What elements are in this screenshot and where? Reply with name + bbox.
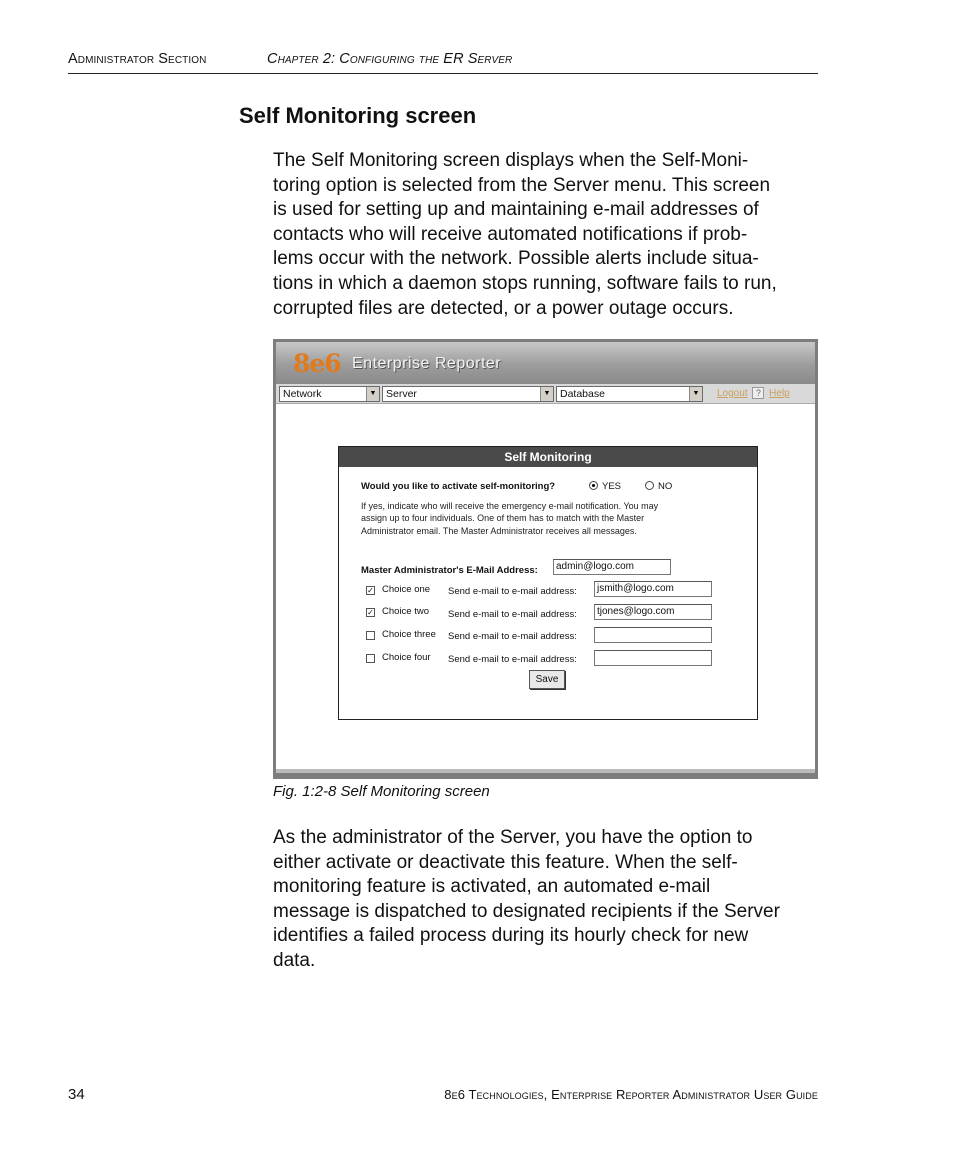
database-dropdown-value: Database: [560, 388, 605, 400]
send-email-label: Send e-mail to e-mail address:: [448, 654, 577, 665]
send-email-label: Send e-mail to e-mail address:: [448, 631, 577, 642]
choice-two-label: Choice two: [382, 606, 429, 617]
master-email-label: Master Administrator's E-Mail Address:: [361, 565, 538, 576]
running-footer: 8e6 Technologies, Enterprise Reporter Administrator User Guide: [444, 1087, 818, 1102]
help-line: If yes, indicate who will receive the emergency e-mail notification. You may: [361, 501, 659, 511]
choice-three-email-input[interactable]: [594, 627, 712, 643]
help-link[interactable]: Help: [769, 388, 790, 399]
text-line: either activate or deactivate this feature. When the self-: [273, 851, 738, 873]
body-paragraph: [273, 826, 821, 974]
text-line: message is dispatched to designated recipients if the Server: [273, 900, 780, 922]
app-name: Enterprise Reporter: [352, 355, 502, 372]
database-dropdown[interactable]: [556, 386, 703, 402]
menu-bar: [276, 384, 815, 404]
header-chapter: Chapter 2: Configuring the ER Server: [267, 51, 513, 67]
choice-one-checkbox[interactable]: ✓: [367, 586, 374, 595]
header-links: [717, 387, 790, 399]
text-line: identifies a failed process during its hourly check for new: [273, 925, 749, 947]
save-button[interactable]: Save: [529, 670, 565, 689]
help-text: [361, 500, 721, 537]
page-number: 34: [68, 1086, 85, 1103]
text-line: contacts who will receive automated notifications if prob-: [273, 223, 748, 245]
network-dropdown[interactable]: [279, 386, 380, 402]
send-email-label: Send e-mail to e-mail address:: [448, 609, 577, 620]
section-title: Self Monitoring screen: [239, 103, 477, 128]
choice-two-checkbox[interactable]: ✓: [367, 608, 374, 617]
self-monitoring-panel: [338, 446, 758, 720]
self-monitoring-screenshot: [273, 339, 818, 779]
send-email-label: Send e-mail to e-mail address:: [448, 586, 577, 597]
chevron-down-icon: ▼: [366, 387, 379, 401]
chevron-down-icon: ▼: [689, 387, 702, 401]
text-line: toring option is selected from the Server menu. This screen: [273, 174, 771, 196]
text-line: corrupted files are detected, or a power outage occurs.: [273, 297, 734, 319]
radio-selected-icon: [589, 481, 598, 490]
no-radio-label: NO: [658, 481, 673, 492]
help-icon[interactable]: ?: [752, 387, 764, 399]
choice-three-checkbox[interactable]: [366, 631, 375, 640]
figure-caption: Fig. 1:2-8 Self Monitoring screen: [273, 783, 490, 800]
logout-link[interactable]: Logout: [717, 388, 748, 399]
text-line: is used for setting up and maintaining e-mail addresses of: [273, 199, 759, 221]
server-dropdown[interactable]: [382, 386, 554, 402]
help-line: assign up to four individuals. One of them has to match with the Master: [361, 513, 645, 524]
radio-unselected-icon: [645, 481, 654, 490]
yes-radio[interactable]: [589, 481, 621, 492]
help-line: Administrator email. The Master Administrator receives all messages.: [361, 525, 637, 536]
activate-question: Would you like to activate self-monitoring?: [361, 481, 556, 492]
text-line: As the administrator of the Server, you have the option to: [273, 827, 753, 848]
text-line: lems occur with the network. Possible alerts include situa-: [273, 248, 759, 270]
choice-two-email-input[interactable]: tjones@logo.com: [594, 604, 712, 620]
text-line: The Self Monitoring screen displays when the Self-Moni-: [273, 150, 749, 171]
app-bottom-bar: [276, 769, 815, 773]
choice-one-label: Choice one: [382, 584, 431, 595]
network-dropdown-value: Network: [283, 388, 322, 400]
text-line: monitoring feature is activated, an automated e-mail: [273, 876, 711, 898]
choice-four-email-input[interactable]: [594, 650, 712, 666]
panel-title: Self Monitoring: [339, 447, 757, 467]
chevron-down-icon: ▼: [540, 387, 553, 401]
choice-three-label: Choice three: [382, 629, 436, 640]
server-dropdown-value: Server: [386, 388, 417, 400]
app-header: [276, 342, 815, 384]
choice-one-email-input[interactable]: jsmith@logo.com: [594, 581, 712, 597]
yes-radio-label: YES: [602, 481, 622, 492]
choice-four-checkbox[interactable]: [366, 654, 375, 663]
no-radio[interactable]: [645, 481, 672, 492]
text-line: tions in which a daemon stops running, software fails to run,: [273, 272, 777, 294]
master-email-input[interactable]: admin@logo.com: [553, 559, 671, 575]
header-section: Administrator Section: [68, 51, 207, 67]
text-line: data.: [273, 949, 316, 971]
intro-paragraph: [273, 149, 821, 321]
running-header: [68, 50, 818, 74]
logo: 8e6: [293, 349, 341, 378]
choice-four-label: Choice four: [382, 652, 431, 663]
